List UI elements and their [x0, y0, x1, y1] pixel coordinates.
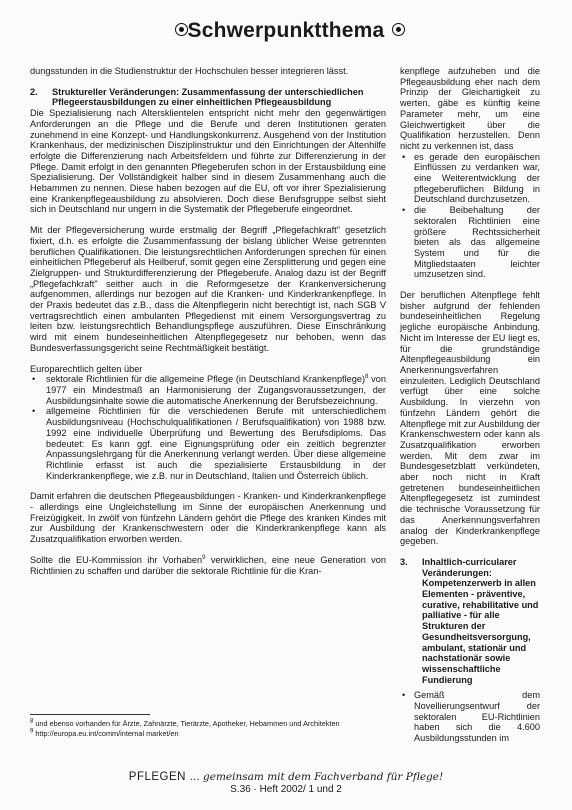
page-title: Schwerpunktthema [187, 19, 385, 42]
list-item: • allgemeine Richtlinien für die verschiedenen Berufe mit unterschiedlichem Ausbildungsniveau (Hochschulqualifikationen / Berufsqualifikation) von 1988 bzw. 1992 eine individuelle Überprüfung und Bewertung des Berufsdiploms. Das bedeutet: Es kann ggf. eine Eignungsprüfung oder ein zeitlich begrenzter Anpassungslehrgang für die Anerkennung verlangt werden. Über diese allgemeine Richtlinie erfasst ist auch die spezialisierte Erstausbildung in der Kinderkrankenpflege, wie z.B. nur in Deutschland, Italien und Österreich üblich. [30, 406, 386, 481]
paragraph: Sollte die EU-Kommission ihr Vorhaben$^9$ verwirklichen, eine neue Generation von Richtlinien zu schaffen und darüber die sektorale Richtlinie für die Kran- [30, 554, 386, 576]
section-heading-text: Struktureller Veränderungen: Zusammenfassung der unterschiedlichen Pflegeerstausbildungen zu einer einheitlichen Pflegeausbildung [52, 86, 364, 108]
footnote-link[interactable]: http://europa.eu.int/comm/internal market/en [33, 729, 179, 738]
page-reference: S.36 · Heft 2002/ 1 und 2 [230, 784, 342, 795]
footnotes [30, 719, 540, 739]
footnote-divider [30, 714, 150, 715]
paragraph: kenpflege aufzuheben und die Pflegeausbildung eher nach dem Prinzip der Gleichartigkeit zu werten, gäbe es künftig keine Parameter mehr, um eine Gleichwertigkeit über die Qualifikation herzustellen. Denn nicht zu verkennen ist, dass [400, 66, 540, 151]
bullet-list [30, 374, 386, 481]
section-heading-2 [30, 87, 386, 108]
list-item: • Gemäß dem Novellierungsentwurf der sektoralen EU-Richtlinien haben sich die 4.600 Ausbildungsstunden im [400, 690, 540, 744]
list-item: • es gerade den europäischen Einflüssen zu verdanken war, eine Weiterentwicklung der pflegeberuflichen Bildung in Deutschland durchzusetzen. [400, 152, 540, 206]
section-number: 3. [400, 556, 408, 567]
paragraph: dungsstunden in die Studienstruktur der Hochschulen besser integrieren lässt. [30, 66, 349, 76]
paragraph: Europarechtlich gelten über [30, 363, 143, 374]
section-heading-3 [400, 557, 540, 685]
page-footer [0, 771, 572, 795]
footer-slogan: PFLEGEN ... gemeinsam mit dem Fachverband für Pflege! [128, 771, 444, 783]
list-item: • sektorale Richtlinien für die allgemeine Pflege (in Deutschland Krankenpflege)$^8$ von 1977 ein Mindestmaß an Harmonisierung der Zugangsvoraussetzungen, der Ausbildungsinhalte sowie die automatische Anerkennung der Berufsbezeichnung. [30, 374, 386, 406]
footnote-9: $^9$ http://europa.eu.int/comm/internal market/en [30, 728, 179, 738]
footnote-8: $^8$ und ebenso vorhanden für Ärzte, Zahnärzte, Tierärzte, Apotheker, Hebammen und Architekten [30, 718, 340, 728]
right-column [400, 66, 540, 744]
footnote-ref[interactable]: 9 [202, 554, 206, 561]
paragraph: Der beruflichen Altenpflege fehlt bisher aufgrund der fehlenden bundeseinheitlichen Regelung jegliche europäische Anbindung. Nicht im Interesse der EU liegt es, für die grundständige Altenpflegeausbildung ein Anerkennungsverfahren einzuleiten. Lediglich Deutschland verfügt über eine solche Ausbildung. In vierzehn von fünfzehn Ländern gehört die Altenpflege mit zur Ausbildung der Krankenschwestern oder kann als Zusatzqualifikation erworben werden. Mit dem zwar im Bundesgesetzblatt verkündeten, aber noch nicht in Kraft getretenen bundeseinheitlichen Altenpflegegesetz ist zumindest die technische Voraussetzung für das Anerkennungsverfahren analog der Kinderkrankenpflege gegeben. [400, 290, 540, 547]
bullseye-icon [392, 23, 405, 36]
paragraph: Damit erfahren die deutschen Pflegeausbildungen - Kranken- und Kinderkrankenpflege - allerdings eine Ungleichstellung im Sinne der europäischen Anerkennung und Freizügigkeit. In zwölf von fünfzehn Ländern gehört die Pflege des kranken Kindes mit zur Ausbildung der Krankenschwestern oder die Kinderkrankenpflege kann als Zusatzqualifikation erworben werden. [30, 491, 386, 545]
paragraph: Die Spezialisierung nach Altersklientelen entspricht nicht mehr den gegenwärtigen Anforderungen an die Pflege und die Berufe und deren Institutionen geraten zunehmend in eine Konzept- und Handlungskonkurrenz. Ausgehend von der Institution Krankenhaus, der medizinischen Disziplinstruktur und den Einrichtungen der Altenhilfe erfolgte die Differenzierung nach Arbeitsfeldern und führte zur Differenzierung in der Pflege. Damit erfolgt in den genannten Pflegeberufen schon in der Erstausbildung eine Spezialisierung. Der Vollständigkeit halber sind in diesem Zusammenhang auch die Hebammen zu nennen. Diese haben bezogen auf die EU, oft vor ihrer Spezialisierung eine Krankenpflegeausbildung zu absolvieren. Doch diese Berufsgruppe selbst sieht sich in Deutschland nur ungern in die Systematik der Pflegeberufe eingeordnet. [30, 108, 386, 215]
section-heading-text: Inhaltlich-curricularer Veränderungen: Kompetenzerwerb in allen Elementen - präventive, curative, rehabilitative und palliative - für alle Strukturen der Gesundheitsversorgung, ambulant, stationär und nachstationär sowie wissenschaftliche Fundierung [422, 556, 539, 685]
list-item: • die Beibehaltung der sektoralen Richtlinien eine größere Rechtssicherheit bieten als das allgemeine System und für die Mitgliedstaaten leichter umzusetzen sind. [400, 205, 540, 280]
bullet-list [400, 152, 540, 280]
left-column [30, 66, 386, 576]
page-header [0, 0, 572, 44]
section-number: 2. [30, 86, 38, 97]
footnote-ref[interactable]: 8 [365, 374, 369, 381]
paragraph: Mit der Pflegeversicherung wurde erstmalig der Begriff „Pflegefachkraft" gesetzlich fixiert, d.h. es erfolgte die Zusammenfassung der bislang üblicher Weise getrennten beruflichen Qualifikationen. Die leistungsrechtlichen Anforderungen sprechen für einen einheitlichen Pflegeberuf als Heilberuf, somit gegen eine Zersplitterung und gegen eine Zielgruppen- und Strukturdifferenzierung der Pflegeberufe. Analog dazu ist der Begriff „Pflegefachkraft" seither auch in die Reformgesetze der Krankenversicherung aufgenommen, allerdings nur bezogen auf die Kranken- und Kinderkrankenpflege. In der Praxis bedeutet das z.B., dass die Altenpflegerin nicht berechtigt ist, nach SGB V vertragsrechtlich einen ambulanten Pflegedienst mit einem Versorgungsvertrag zu leiten bzw. leistungsrechtlich Behandlungspflege auszuführen. Diese Einschränkung wird mit einem bundeseinheitlichen Altenpflegegesetz nur behoben, wenn das Bundesverfassungsgericht seine Rechtmäßigkeit bestätigt. [30, 225, 386, 353]
